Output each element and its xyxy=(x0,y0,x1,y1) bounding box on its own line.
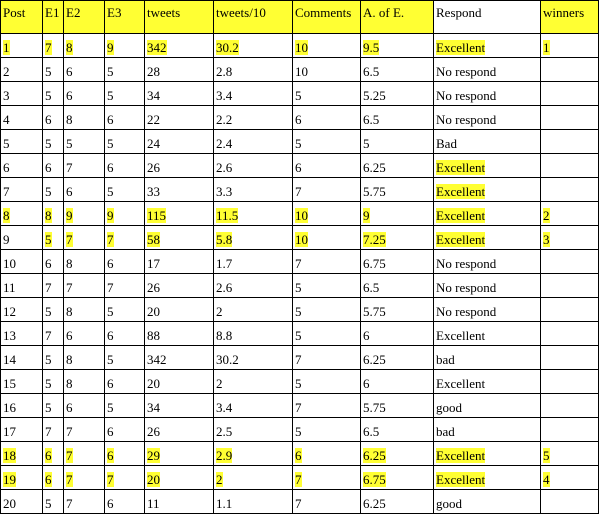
cell-e1: 7 xyxy=(43,274,64,298)
cell-e3: 6 xyxy=(105,370,145,394)
cell-e3: 6 xyxy=(105,154,145,178)
cell-tweets-per-10: 11.5 xyxy=(214,202,293,226)
cell-post: 11 xyxy=(1,274,43,298)
cell-a-of-e: 5.75 xyxy=(361,178,434,202)
cell-comments: 6 xyxy=(293,154,361,178)
cell-comments: 10 xyxy=(293,202,361,226)
cell-comments: 5 xyxy=(293,418,361,442)
cell-tweets-per-10: 2.4 xyxy=(214,130,293,154)
cell-tweets-per-10: 5.8 xyxy=(214,226,293,250)
cell-e3: 6 xyxy=(105,442,145,466)
cell-tweets-per-10: 3.4 xyxy=(214,394,293,418)
cell-e1: 6 xyxy=(43,466,64,490)
table-row xyxy=(1,370,599,394)
cell-a-of-e: 5.75 xyxy=(361,298,434,322)
cell-tweets-per-10: 1.1 xyxy=(214,490,293,514)
table-row xyxy=(1,178,599,202)
table-row xyxy=(1,418,599,442)
cell-e1: 5 xyxy=(43,394,64,418)
table-row xyxy=(1,466,599,490)
cell-comments: 10 xyxy=(293,58,361,82)
cell-post: 14 xyxy=(1,346,43,370)
cell-comments: 7 xyxy=(293,466,361,490)
column-header-e3: E3 xyxy=(105,1,145,34)
cell-winners xyxy=(541,322,599,346)
cell-comments: 7 xyxy=(293,490,361,514)
cell-e1: 7 xyxy=(43,34,64,58)
cell-tweets: 33 xyxy=(145,178,214,202)
cell-e3: 6 xyxy=(105,322,145,346)
cell-winners xyxy=(541,130,599,154)
cell-e1: 5 xyxy=(43,490,64,514)
cell-post: 6 xyxy=(1,154,43,178)
cell-e1: 5 xyxy=(43,130,64,154)
cell-e2: 8 xyxy=(64,370,105,394)
cell-a-of-e: 6.25 xyxy=(361,442,434,466)
cell-tweets: 88 xyxy=(145,322,214,346)
cell-respond: Excellent xyxy=(434,322,541,346)
cell-post: 12 xyxy=(1,298,43,322)
cell-winners xyxy=(541,178,599,202)
cell-post: 2 xyxy=(1,58,43,82)
cell-comments: 5 xyxy=(293,370,361,394)
cell-respond: No respond xyxy=(434,298,541,322)
cell-a-of-e: 5 xyxy=(361,130,434,154)
column-header-e2: E2 xyxy=(64,1,105,34)
cell-a-of-e: 6.75 xyxy=(361,250,434,274)
column-header-comments: Comments xyxy=(293,1,361,34)
cell-respond: bad xyxy=(434,418,541,442)
cell-e2: 7 xyxy=(64,274,105,298)
cell-winners xyxy=(541,58,599,82)
cell-comments: 7 xyxy=(293,250,361,274)
cell-winners: 4 xyxy=(541,466,599,490)
cell-post: 19 xyxy=(1,466,43,490)
cell-tweets-per-10: 2 xyxy=(214,466,293,490)
cell-tweets: 11 xyxy=(145,490,214,514)
cell-respond: Excellent xyxy=(434,154,541,178)
cell-tweets: 26 xyxy=(145,418,214,442)
cell-tweets: 26 xyxy=(145,274,214,298)
cell-tweets-per-10: 2.8 xyxy=(214,58,293,82)
table-row xyxy=(1,394,599,418)
cell-winners xyxy=(541,394,599,418)
cell-post: 7 xyxy=(1,178,43,202)
table-row xyxy=(1,298,599,322)
table-row xyxy=(1,58,599,82)
cell-e3: 5 xyxy=(105,178,145,202)
column-header-e1: E1 xyxy=(43,1,64,34)
cell-tweets: 26 xyxy=(145,154,214,178)
cell-tweets-per-10: 8.8 xyxy=(214,322,293,346)
cell-e3: 5 xyxy=(105,346,145,370)
cell-winners: 5 xyxy=(541,442,599,466)
table-row xyxy=(1,106,599,130)
cell-winners xyxy=(541,82,599,106)
cell-a-of-e: 7.25 xyxy=(361,226,434,250)
cell-e2: 6 xyxy=(64,394,105,418)
table-row xyxy=(1,250,599,274)
cell-tweets-per-10: 2.9 xyxy=(214,442,293,466)
cell-post: 1 xyxy=(1,34,43,58)
cell-a-of-e: 6.25 xyxy=(361,490,434,514)
cell-e2: 9 xyxy=(64,202,105,226)
table-row xyxy=(1,346,599,370)
cell-winners xyxy=(541,106,599,130)
cell-tweets-per-10: 2.2 xyxy=(214,106,293,130)
cell-e3: 6 xyxy=(105,106,145,130)
cell-e1: 6 xyxy=(43,106,64,130)
cell-winners xyxy=(541,346,599,370)
cell-e1: 5 xyxy=(43,370,64,394)
cell-respond: bad xyxy=(434,346,541,370)
cell-e2: 8 xyxy=(64,34,105,58)
cell-e2: 7 xyxy=(64,466,105,490)
cell-e3: 9 xyxy=(105,202,145,226)
cell-tweets-per-10: 30.2 xyxy=(214,346,293,370)
cell-post: 10 xyxy=(1,250,43,274)
cell-e3: 5 xyxy=(105,58,145,82)
cell-e2: 6 xyxy=(64,58,105,82)
cell-a-of-e: 9 xyxy=(361,202,434,226)
cell-comments: 5 xyxy=(293,298,361,322)
cell-post: 8 xyxy=(1,202,43,226)
cell-tweets: 20 xyxy=(145,370,214,394)
table-row xyxy=(1,226,599,250)
cell-e1: 8 xyxy=(43,202,64,226)
cell-e2: 8 xyxy=(64,298,105,322)
cell-comments: 5 xyxy=(293,322,361,346)
cell-respond: No respond xyxy=(434,82,541,106)
cell-tweets-per-10: 3.3 xyxy=(214,178,293,202)
cell-respond: Excellent xyxy=(434,202,541,226)
table-row xyxy=(1,274,599,298)
column-header-post: Post xyxy=(1,1,43,34)
cell-respond: Excellent xyxy=(434,442,541,466)
cell-e3: 5 xyxy=(105,394,145,418)
cell-winners: 1 xyxy=(541,34,599,58)
cell-e2: 5 xyxy=(64,130,105,154)
cell-e1: 6 xyxy=(43,154,64,178)
cell-e1: 5 xyxy=(43,178,64,202)
column-header-tweets: tweets xyxy=(145,1,214,34)
cell-comments: 7 xyxy=(293,394,361,418)
cell-comments: 7 xyxy=(293,178,361,202)
cell-e1: 6 xyxy=(43,250,64,274)
column-header-respond: Respond xyxy=(434,1,541,34)
table-row xyxy=(1,34,599,58)
cell-winners xyxy=(541,418,599,442)
cell-tweets-per-10: 2 xyxy=(214,370,293,394)
cell-e1: 5 xyxy=(43,226,64,250)
cell-tweets-per-10: 3.4 xyxy=(214,82,293,106)
table-header-row xyxy=(1,1,599,34)
cell-tweets: 34 xyxy=(145,82,214,106)
cell-tweets: 17 xyxy=(145,250,214,274)
cell-respond: good xyxy=(434,490,541,514)
cell-tweets: 342 xyxy=(145,34,214,58)
cell-e1: 5 xyxy=(43,346,64,370)
cell-a-of-e: 5.25 xyxy=(361,82,434,106)
cell-e3: 7 xyxy=(105,274,145,298)
cell-tweets: 20 xyxy=(145,466,214,490)
cell-tweets-per-10: 2.6 xyxy=(214,154,293,178)
cell-a-of-e: 6.5 xyxy=(361,58,434,82)
cell-winners xyxy=(541,370,599,394)
cell-winners xyxy=(541,250,599,274)
cell-respond: Excellent xyxy=(434,226,541,250)
cell-post: 13 xyxy=(1,322,43,346)
cell-a-of-e: 6 xyxy=(361,370,434,394)
cell-e2: 7 xyxy=(64,418,105,442)
cell-comments: 10 xyxy=(293,34,361,58)
cell-e2: 7 xyxy=(64,154,105,178)
cell-winners xyxy=(541,274,599,298)
cell-a-of-e: 9.5 xyxy=(361,34,434,58)
cell-a-of-e: 6.5 xyxy=(361,418,434,442)
cell-e3: 9 xyxy=(105,34,145,58)
cell-respond: Excellent xyxy=(434,370,541,394)
cell-e3: 7 xyxy=(105,466,145,490)
cell-tweets: 28 xyxy=(145,58,214,82)
cell-e2: 6 xyxy=(64,178,105,202)
cell-post: 17 xyxy=(1,418,43,442)
cell-respond: Excellent xyxy=(434,466,541,490)
cell-tweets: 29 xyxy=(145,442,214,466)
cell-e3: 5 xyxy=(105,130,145,154)
cell-post: 16 xyxy=(1,394,43,418)
cell-tweets: 342 xyxy=(145,346,214,370)
cell-tweets: 22 xyxy=(145,106,214,130)
cell-a-of-e: 6.25 xyxy=(361,346,434,370)
cell-winners xyxy=(541,298,599,322)
cell-e2: 6 xyxy=(64,82,105,106)
cell-comments: 5 xyxy=(293,130,361,154)
table-row xyxy=(1,442,599,466)
cell-respond: No respond xyxy=(434,58,541,82)
cell-comments: 5 xyxy=(293,274,361,298)
table-row xyxy=(1,490,599,514)
cell-respond: No respond xyxy=(434,250,541,274)
table-row xyxy=(1,202,599,226)
cell-e1: 7 xyxy=(43,322,64,346)
cell-comments: 6 xyxy=(293,442,361,466)
table-row xyxy=(1,154,599,178)
column-header-winners: winners xyxy=(541,1,599,34)
cell-winners xyxy=(541,154,599,178)
cell-winners: 2 xyxy=(541,202,599,226)
cell-tweets: 115 xyxy=(145,202,214,226)
cell-respond: No respond xyxy=(434,274,541,298)
cell-e3: 6 xyxy=(105,250,145,274)
cell-post: 18 xyxy=(1,442,43,466)
cell-a-of-e: 6.5 xyxy=(361,106,434,130)
cell-respond: good xyxy=(434,394,541,418)
cell-respond: Bad xyxy=(434,130,541,154)
cell-e1: 5 xyxy=(43,58,64,82)
cell-e2: 7 xyxy=(64,226,105,250)
cell-a-of-e: 6.75 xyxy=(361,466,434,490)
cell-e3: 6 xyxy=(105,490,145,514)
column-header-tweets-per-10: tweets/10 xyxy=(214,1,293,34)
cell-a-of-e: 5.75 xyxy=(361,394,434,418)
cell-tweets-per-10: 2.5 xyxy=(214,418,293,442)
cell-tweets-per-10: 30.2 xyxy=(214,34,293,58)
cell-respond: Excellent xyxy=(434,34,541,58)
cell-e2: 8 xyxy=(64,346,105,370)
cell-e1: 6 xyxy=(43,442,64,466)
cell-e3: 5 xyxy=(105,82,145,106)
cell-e1: 5 xyxy=(43,298,64,322)
table-row xyxy=(1,82,599,106)
cell-a-of-e: 6.25 xyxy=(361,154,434,178)
cell-tweets: 20 xyxy=(145,298,214,322)
cell-respond: Excellent xyxy=(434,178,541,202)
cell-tweets-per-10: 1.7 xyxy=(214,250,293,274)
cell-tweets-per-10: 2.6 xyxy=(214,274,293,298)
cell-tweets: 24 xyxy=(145,130,214,154)
cell-post: 20 xyxy=(1,490,43,514)
cell-tweets-per-10: 2 xyxy=(214,298,293,322)
cell-e2: 8 xyxy=(64,250,105,274)
cell-e3: 5 xyxy=(105,298,145,322)
cell-winners: 3 xyxy=(541,226,599,250)
table-row xyxy=(1,322,599,346)
cell-tweets: 34 xyxy=(145,394,214,418)
cell-comments: 6 xyxy=(293,106,361,130)
cell-a-of-e: 6.5 xyxy=(361,274,434,298)
cell-tweets: 58 xyxy=(145,226,214,250)
cell-e2: 7 xyxy=(64,442,105,466)
cell-e1: 7 xyxy=(43,418,64,442)
cell-e1: 5 xyxy=(43,82,64,106)
cell-a-of-e: 6 xyxy=(361,322,434,346)
cell-winners xyxy=(541,490,599,514)
cell-comments: 5 xyxy=(293,82,361,106)
cell-comments: 7 xyxy=(293,346,361,370)
cell-post: 4 xyxy=(1,106,43,130)
cell-post: 5 xyxy=(1,130,43,154)
cell-respond: No respond xyxy=(434,106,541,130)
cell-e3: 6 xyxy=(105,418,145,442)
cell-post: 3 xyxy=(1,82,43,106)
cell-e2: 7 xyxy=(64,490,105,514)
cell-e2: 6 xyxy=(64,322,105,346)
cell-post: 15 xyxy=(1,370,43,394)
cell-comments: 10 xyxy=(293,226,361,250)
cell-post: 9 xyxy=(1,226,43,250)
cell-e2: 8 xyxy=(64,106,105,130)
table-row xyxy=(1,130,599,154)
column-header-a-of-e: A. of E. xyxy=(361,1,434,34)
cell-e3: 7 xyxy=(105,226,145,250)
